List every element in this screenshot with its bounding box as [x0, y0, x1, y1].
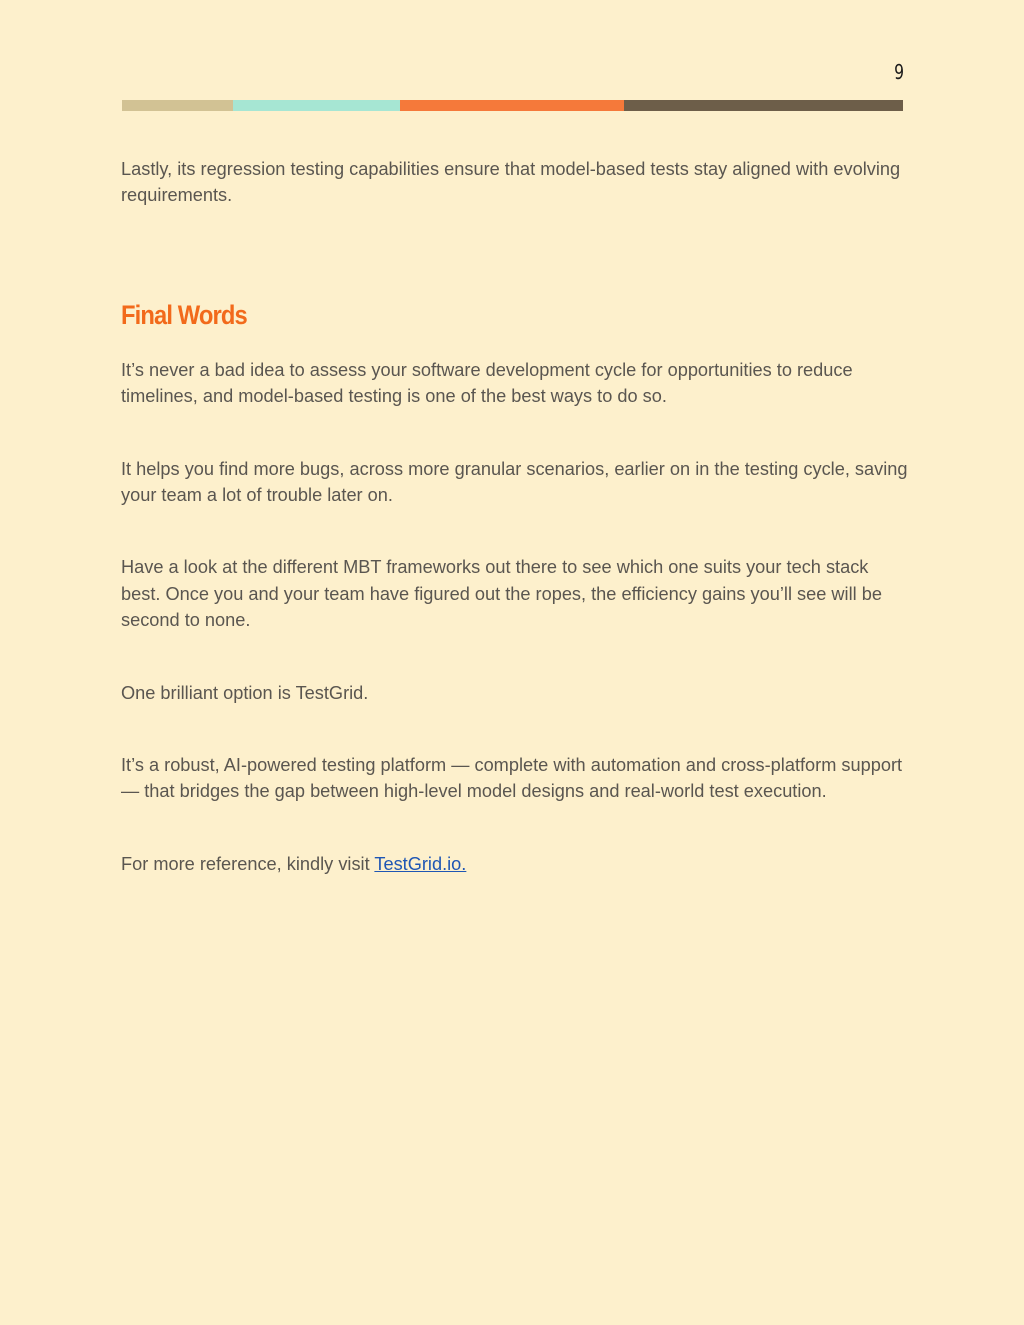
paragraph-3: Have a look at the different MBT frameworks out there to see which one suits your tech stack best. Once you and your team have figured out the ropes, the efficiency gains you’ll see will be second to none. — [121, 557, 882, 631]
paragraph-5: It’s a robust, AI-powered testing platform — complete with automation and cross-platform support — that bridges the gap between high-level model designs and real-world test execution. — [121, 755, 903, 802]
paragraph-4: One brilliant option is TestGrid. — [121, 682, 369, 703]
closing-paragraph — [121, 851, 911, 877]
page-number: 9 — [894, 60, 904, 84]
closing-text: For more reference, kindly visit — [121, 853, 375, 874]
color-bar-segment-tan — [122, 100, 233, 111]
section-heading: Final Words — [121, 299, 247, 330]
header-color-bar — [122, 100, 903, 111]
document-body — [121, 156, 911, 877]
paragraph-1: It’s never a bad idea to assess your software development cycle for opportunities to reduce timelines, and model-based testing is one of the best ways to do so. — [121, 359, 853, 407]
paragraph-2: It helps you find more bugs, across more granular scenarios, earlier on in the testing cycle, saving your team a lot of trouble later on. — [121, 458, 908, 506]
intro-paragraph: Lastly, its regression testing capabilities ensure that model-based tests stay aligned with evolving requirements. — [121, 159, 901, 206]
testgrid-link[interactable]: TestGrid.io. — [374, 853, 467, 874]
color-bar-segment-brown — [624, 100, 903, 111]
color-bar-segment-orange — [400, 100, 624, 111]
color-bar-segment-mint — [233, 100, 400, 111]
